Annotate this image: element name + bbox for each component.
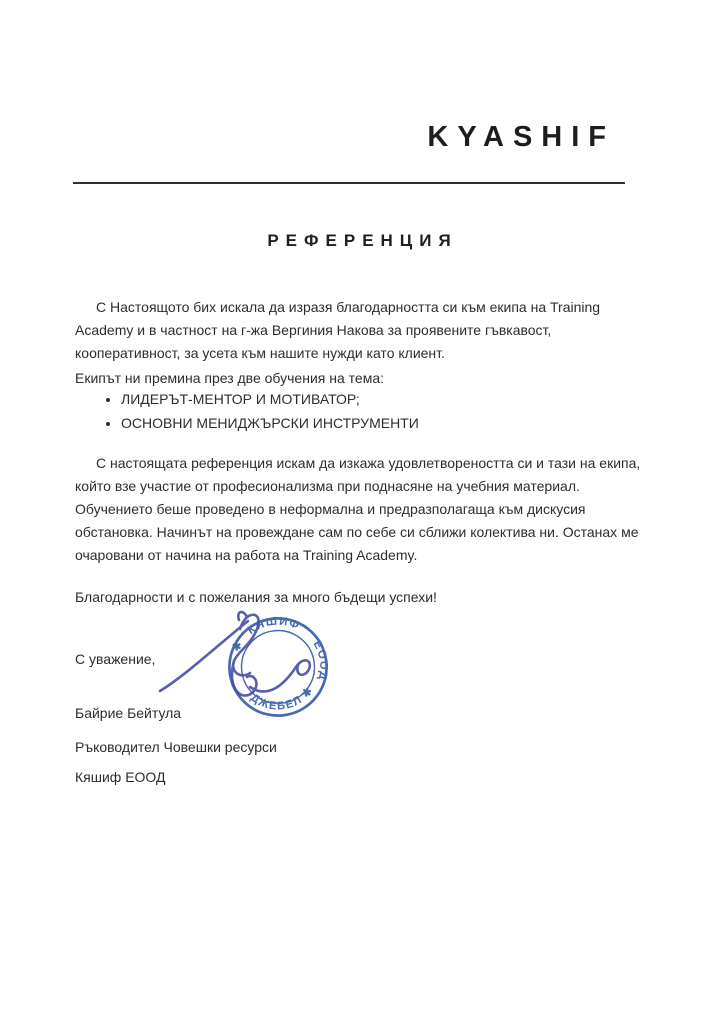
paragraph-wishes: Благодарности и с пожелания за много бъдещи успехи! xyxy=(75,589,437,605)
signature-stroke xyxy=(232,661,256,696)
stamp-company-text: ✱ "КЯШИФ" xyxy=(229,615,309,654)
training-topics-list xyxy=(97,388,601,435)
document-title: РЕФЕРЕНЦИЯ xyxy=(267,231,458,250)
handwritten-signature-icon xyxy=(148,603,323,718)
paragraph-gratitude: С Настоящото бих искала да изразя благодарността си към екипа на Training Academy и в частност на г-жа Вергиния Накова за проявените гъвкавост, кооперативност, за усета към нашите нужди като клиент. xyxy=(75,299,601,361)
signer-company: Кяшиф ЕООД xyxy=(75,769,166,785)
paragraph-trainings-intro: Екипът ни премина през две обучения на тема: xyxy=(75,370,384,386)
stamp-city-text: ДЖЕБЕЛ ✱ xyxy=(248,684,317,713)
list-item: • ЛИДЕРЪТ-МЕНТОР И МОТИВАТОР; xyxy=(121,388,601,412)
company-logo: KYASHIF xyxy=(427,121,615,153)
signer-role: Ръководител Човешки ресурси xyxy=(75,739,277,755)
header-divider xyxy=(73,182,625,184)
signature-stroke xyxy=(160,621,248,691)
paragraph-satisfaction: С настоящата референция искам да изкажа удовлетвореността си и тази на екипа, който взе участие от професионализма при поднасяне на учебния материал. Обучението беше проведено в неформална и предразполагаща към дискусия обстановка. Начинът на провеждане сам по себе си сближи колектива ни. Останах ме очаровани от начина на работа на Training Academy. xyxy=(75,455,641,563)
signature-stroke xyxy=(250,660,310,691)
stamp-entity-text: ЕООД xyxy=(310,639,330,682)
list-item: • ОСНОВНИ МЕНИДЖЪРСКИ ИНСТРУМЕНТИ xyxy=(121,412,601,436)
closing-salutation: С уважение, xyxy=(75,651,156,667)
signer-name: Байрие Бейтула xyxy=(75,705,182,721)
